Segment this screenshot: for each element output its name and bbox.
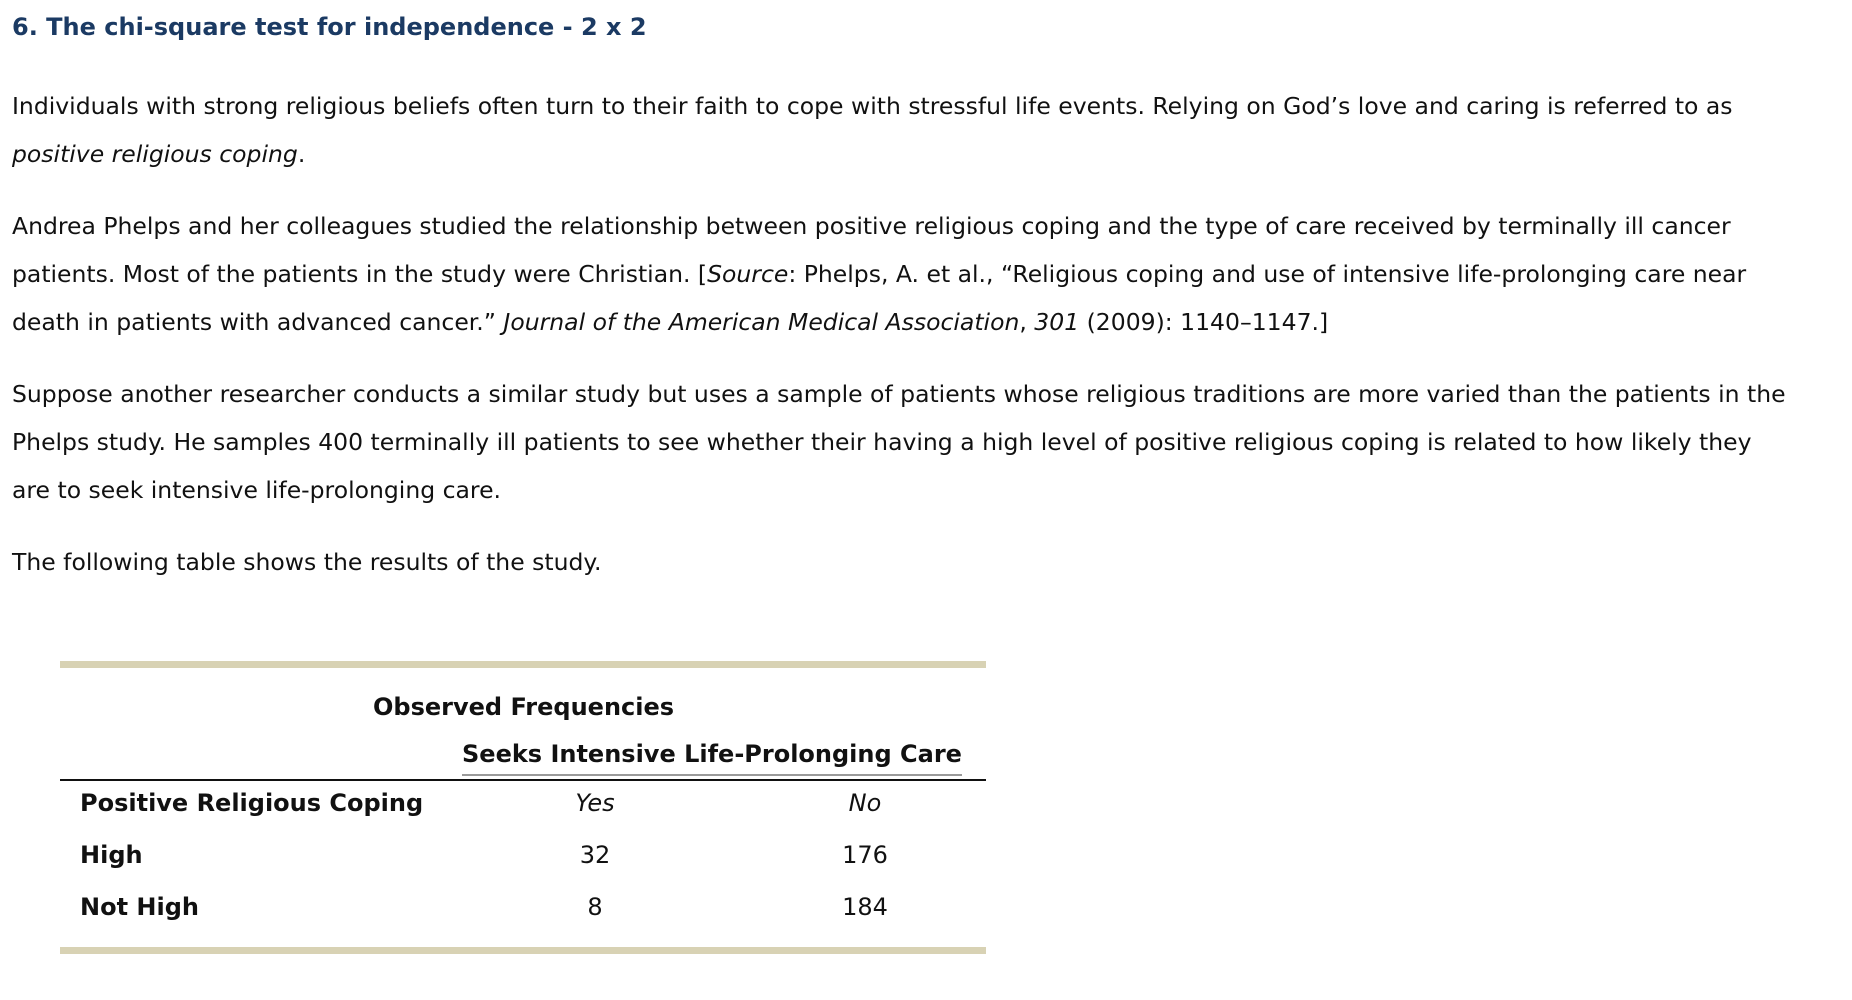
page-title: 6. The chi-square test for independence - 2 x 2: [12, 13, 647, 41]
scenario-line-3: are to seek intensive life-prolonging care.: [12, 476, 502, 504]
scenario-line-1: Suppose another researcher conducts a similar study but uses a sample of patients whose religious traditions are more varied than the patients in the: [12, 380, 1786, 408]
study-line-3-end: (2009): 1140–1147.]: [1079, 308, 1329, 336]
row-label-high: High: [80, 841, 143, 869]
study-line-3-comma: ,: [1019, 308, 1035, 336]
cell-high-yes: 32: [579, 841, 611, 869]
source-label: Source: [707, 260, 789, 288]
row-label-not-high: Not High: [80, 893, 199, 921]
cell-not-high-no: 184: [842, 893, 888, 921]
study-line-2-start: patients. Most of the patients in the study were Christian. [: [12, 260, 708, 288]
header-divider: [60, 779, 986, 781]
study-line-1: Andrea Phelps and her colleagues studied the relationship between positive religious coping and the type of care received by terminally ill cancer: [12, 212, 1731, 240]
term-positive-religious-coping: positive religious coping: [12, 140, 298, 168]
study-line-3: [12, 298, 1842, 346]
intro-line-2: [12, 130, 1842, 178]
cell-high-no: 176: [842, 841, 888, 869]
journal-volume: 301: [1034, 308, 1080, 336]
cell-not-high-yes: 8: [587, 893, 603, 921]
scenario-line-2: Phelps study. He samples 400 terminally ill patients to see whether their having a high level of positive religious coping is related to how likely they: [12, 428, 1752, 456]
journal-name: Journal of the American Medical Association: [503, 308, 1020, 336]
intro-line-2-end: .: [297, 140, 306, 168]
column-header-no: No: [848, 789, 882, 817]
column-header-yes: Yes: [575, 789, 615, 817]
document-page: [12, 0, 1842, 586]
observed-frequencies-table: [60, 661, 986, 921]
intro-line-1: Individuals with strong religious beliefs often turn to their faith to cope with stressful life events. Relying on God’s love and caring is referred to as: [12, 92, 1733, 120]
table-bottom-rule: [60, 947, 986, 954]
study-paragraph: [12, 202, 1842, 346]
study-line-2: [12, 250, 1842, 298]
table-intro-paragraph: The following table shows the results of the study.: [12, 548, 602, 576]
study-line-2-end: : Phelps, A. et al., “Religious coping and use of intensive life-prolonging care near: [788, 260, 1747, 288]
scenario-paragraph: [12, 370, 1842, 514]
study-line-3-start: death in patients with advanced cancer.”: [12, 308, 504, 336]
intro-paragraph: [12, 82, 1842, 178]
table-top-rule: [60, 661, 986, 668]
column-group-header: Seeks Intensive Life-Prolonging Care: [462, 740, 962, 776]
table-title: Observed Frequencies: [373, 693, 675, 721]
row-header-label: Positive Religious Coping: [80, 789, 424, 817]
